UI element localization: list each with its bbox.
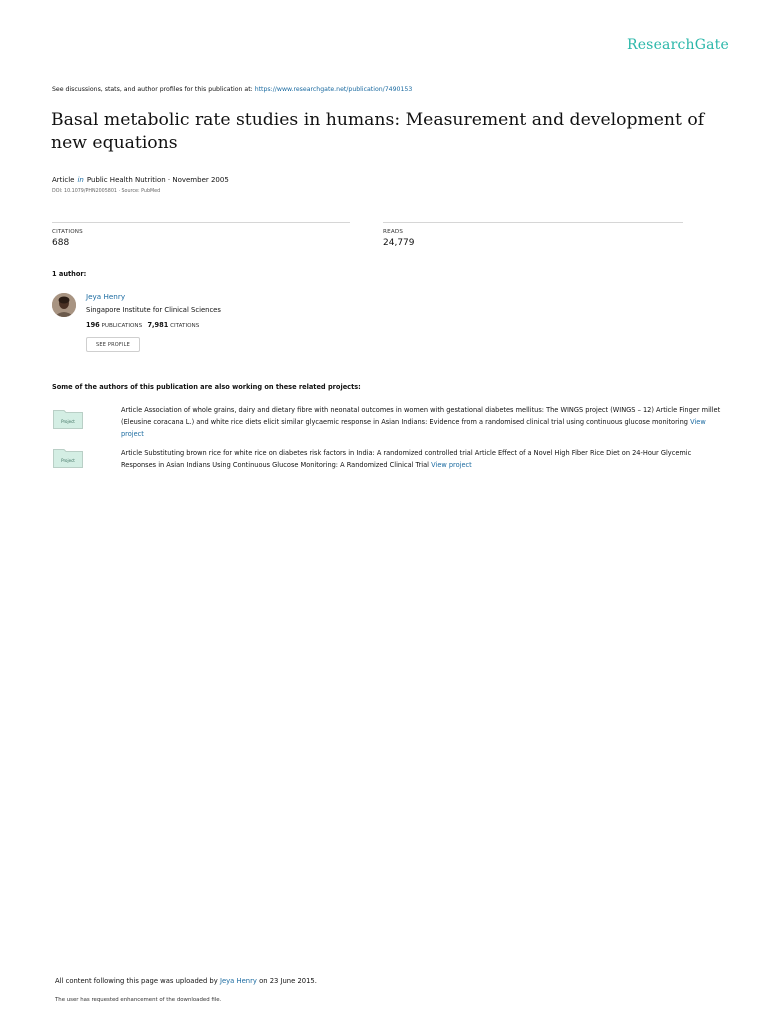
project-item [121,447,721,471]
publications-label: PUBLICATIONS [101,323,143,329]
article-type: Article [52,176,75,184]
publication-url-link[interactable]: https://www.researchgate.net/publication/7490153 [254,86,413,93]
author-institution: Singapore Institute for Clinical Sciences [86,306,221,314]
project-folder-icon[interactable] [53,447,83,468]
author-citations-label: CITATIONS [170,323,200,329]
author-stats [86,321,199,329]
project-item [121,404,721,440]
author-avatar[interactable] [52,293,76,317]
project-description: Article Association of whole grains, dairy and dietary fibre with neonatal outcomes in women with gestational diabetes mellitus: The WINGS project (WINGS – 12) Article Finger millet (Eleusine coracana L.) and white rice diets elicit similar glycaemic response in Asian Indians: Evidence from a randomised clinical trial using continuous glucose monitoring [121,406,721,426]
publication-title: Basal metabolic rate studies in humans: Measurement and development of new equations [51,110,705,153]
authors-heading: 1 author: [52,270,87,278]
citations-label: CITATIONS [52,229,83,235]
view-project-link[interactable]: View project [431,461,472,469]
project-folder-icon[interactable] [53,408,83,429]
journal-link[interactable]: Public Health Nutrition · November 2005 [86,176,229,184]
view-project-link[interactable]: View project [121,418,706,438]
project-folder-label: Project [61,458,75,463]
divider-left [52,222,350,223]
upload-note [55,977,317,985]
upload-prefix: All content following this page was uploaded by [55,977,218,985]
uploader-link[interactable]: Jeya Henry [219,977,257,985]
project-description: Article Substituting brown rice for white rice on diabetes risk factors in India: A randomized controlled trial Article Effect of a Novel High Fiber Rice Diet on 24-Hour Glycemic Responses in Asian Indians Using Continuous Glucose Monitoring: A Randomized Clinical Trial [121,449,692,469]
publication-meta [52,176,229,184]
citations-value: 688 [52,238,70,248]
divider-right [383,222,683,223]
avatar-photo-icon [52,293,76,317]
publications-count: 196 [86,321,100,329]
author-citations-count: 7,981 [147,321,169,329]
reads-value: 24,779 [383,238,415,248]
see-profile-button[interactable]: SEE PROFILE [86,337,140,352]
discussion-line [52,86,412,93]
upload-date: on 23 June 2015. [259,977,317,985]
author-name-link[interactable]: Jeya Henry [86,292,126,301]
doi-source: DOI: 10.1079/PHN2005801 · Source: PubMed [52,189,161,194]
in-label: in [77,176,84,184]
researchgate-logo[interactable]: ResearchGate [626,37,729,53]
projects-heading: Some of the authors of this publication are also working on these related projects: [52,383,361,391]
request-note: The user has requested enhancement of the downloaded file. [55,997,222,1003]
discussion-prefix: See discussions, stats, and author profiles for this publication at: [52,86,253,93]
project-folder-label: Project [61,419,75,424]
reads-label: READS [383,229,404,235]
